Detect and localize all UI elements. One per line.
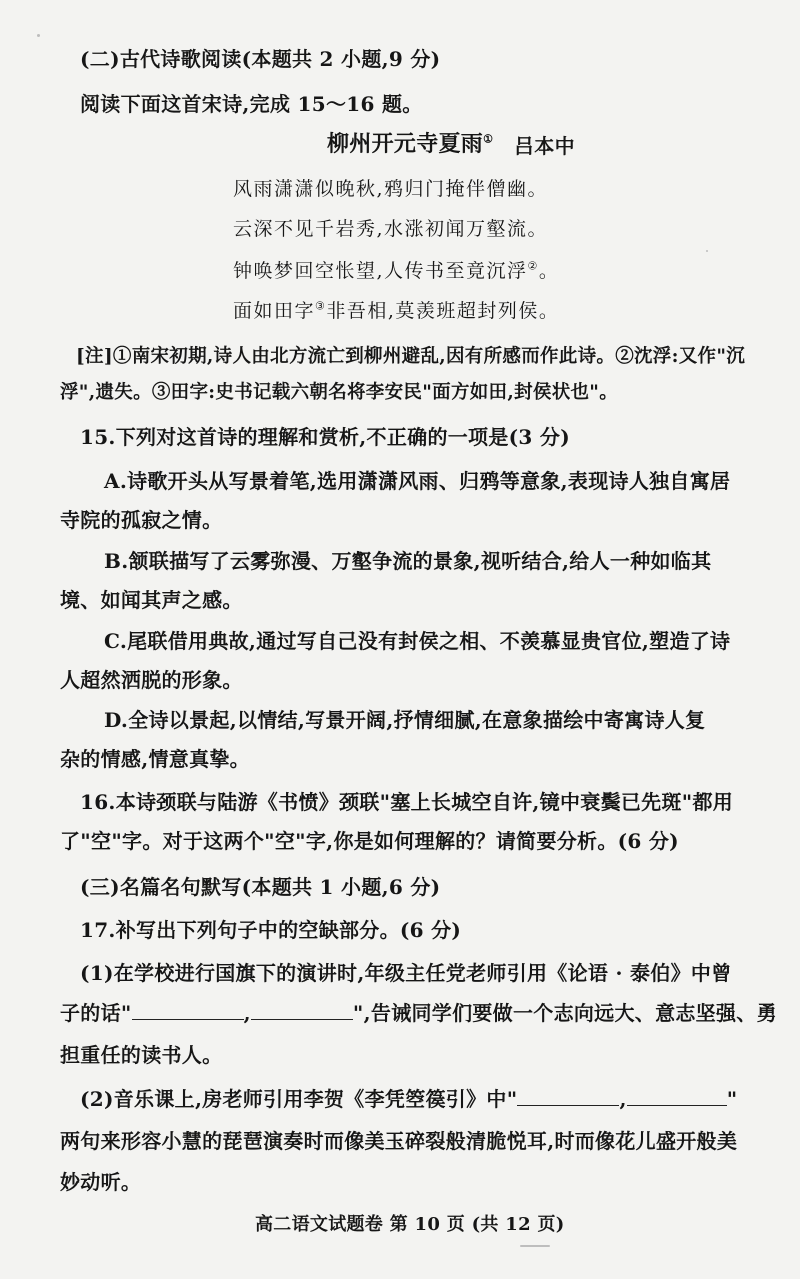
poem-title	[327, 127, 493, 158]
poem-line-4	[233, 296, 559, 323]
q15-option-c-1: C.尾联借用典故,通过写自己没有封侯之相、不羡慕显贵官位,塑造了诗	[104, 629, 731, 653]
scan-speck	[37, 34, 40, 37]
q17-part2-line-2: 两句来形容小慧的琵琶演奏时而像美玉碎裂般清脆悦耳,时而像花儿盛开般美	[60, 1129, 738, 1153]
q15-option-b-1: B.颔联描写了云雾弥漫、万壑争流的景象,视听结合,给人一种如临其	[104, 549, 712, 573]
q15-option-c-2: 人超然洒脱的形象。	[60, 668, 243, 692]
scan-speck	[520, 1245, 550, 1247]
answer-blank-1[interactable]	[132, 999, 244, 1020]
q16-line-1: 16.本诗颈联与陆游《书愤》颈联"塞上长城空自许,镜中衰鬓已先斑"都用	[80, 790, 734, 814]
note-marker-2: ②	[527, 259, 539, 273]
answer-blank-2[interactable]	[251, 999, 353, 1020]
poem-author: 吕本中	[514, 134, 575, 158]
page-footer: 高二语文试题卷 第 10 页 (共 12 页)	[255, 1214, 565, 1235]
poem-line-2: 云深不见千岩秀,水涨初闻万壑流。	[233, 218, 549, 240]
q17-part2-comma: ,	[619, 1087, 627, 1111]
poem-line-1: 风雨潇潇似晚秋,鸦归门掩伴僧幽。	[233, 178, 549, 200]
poem-line-4-b: 非吾相,莫羡班超封列侯。	[326, 300, 560, 322]
poem-line-3-end: 。	[538, 260, 560, 282]
q17-part1-line-3: 担重任的读书人。	[60, 1043, 223, 1067]
q17-part2-line-3: 妙动听。	[60, 1170, 142, 1194]
note-marker-1: ①	[483, 132, 494, 146]
q17-part1-line-1: (1)在学校进行国旗下的演讲时,年级主任党老师引用《论语 · 泰伯》中曾	[80, 961, 732, 985]
q17-part2-intro: (2)音乐课上,房老师引用李贺《李凭箜篌引》中"	[80, 1087, 518, 1111]
poem-line-3	[233, 256, 559, 283]
q15-option-d-1: D.全诗以景起,以情结,写景开阔,抒情细腻,在意象描绘中寄寓诗人复	[104, 708, 706, 732]
q17-part2-line-1	[80, 1083, 737, 1112]
poem-line-4-a: 面如田字	[233, 300, 316, 322]
q17-part1-rest: ",告诫同学们要做一个志向远大、意志坚强、勇	[352, 1001, 777, 1025]
q16-line-2: 了"空"字。对于这两个"空"字,你是如何理解的？请简要分析。(6 分)	[60, 829, 679, 853]
q15-option-a-1: A.诗歌开头从写景着笔,选用潇潇风雨、归鸦等意象,表现诗人独自寓居	[104, 469, 731, 493]
section2-instruction: 阅读下面这首宋诗,完成 15～16 题。	[80, 92, 423, 116]
poem-title-text: 柳州开元寺夏雨	[327, 131, 484, 157]
section2-heading: (二)古代诗歌阅读(本题共 2 小题,9 分)	[80, 47, 441, 71]
answer-blank-4[interactable]	[627, 1085, 727, 1106]
q17-part2-quote-close: "	[726, 1087, 738, 1111]
q17-part1-comma: ,	[243, 1001, 251, 1025]
scan-speck	[706, 250, 708, 252]
q15-option-d-2: 杂的情感,情意真挚。	[60, 747, 250, 771]
note-marker-3: ③	[315, 299, 327, 313]
notes-line-2: 浮",遗失。③田字:史书记载六朝名将李安民"面方如田,封侯状也"。	[60, 382, 619, 403]
answer-blank-3[interactable]	[517, 1085, 619, 1106]
q17-part1-quote-open: 子的话"	[60, 1001, 132, 1025]
q15-option-b-2: 境、如闻其声之感。	[60, 588, 243, 612]
q15-option-a-2: 寺院的孤寂之情。	[60, 508, 223, 532]
q17-stem: 17.补写出下列句子中的空缺部分。(6 分)	[80, 918, 462, 942]
poem-line-3-text: 钟唤梦回空怅望,人传书至竟沉浮	[233, 260, 528, 282]
q15-stem: 15.下列对这首诗的理解和赏析,不正确的一项是(3 分)	[80, 425, 570, 449]
section3-heading: (三)名篇名句默写(本题共 1 小题,6 分)	[80, 875, 441, 899]
q17-part1-line-2	[60, 997, 777, 1026]
notes-line-1: [注]①南宋初期,诗人由北方流亡到柳州避乱,因有所感而作此诗。②沈浮:又作"沉	[76, 346, 746, 367]
